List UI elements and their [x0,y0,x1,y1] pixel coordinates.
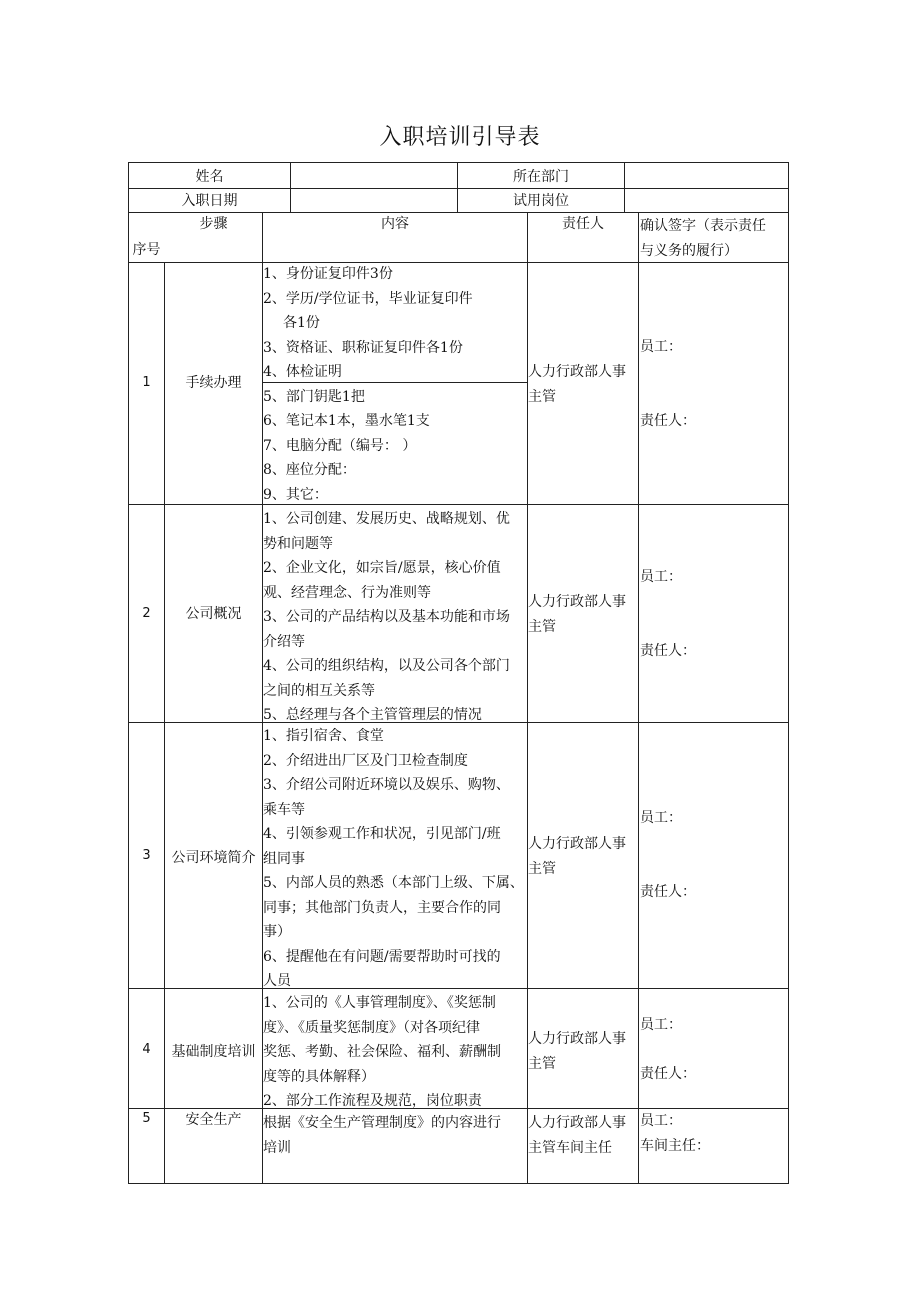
content-line: 介绍等 [263,633,305,650]
content-line: 事） [263,924,291,940]
row-owner [528,1027,638,1076]
content-line: 8、座位分配： [263,462,356,478]
content-line: 培训 [263,1139,291,1156]
content-line: 7、电脑分配（编号： ） [263,437,417,454]
row-content [263,1111,527,1160]
content-line: 3、公司的产品结构以及基本功能和市场 [263,609,510,625]
content-line: 6、提醒他在有问题/需要帮助时可找的 [263,948,501,965]
row-confirm-responsible[interactable]: 责任人： [640,413,696,429]
row-content [263,991,527,1114]
department-label: 所在部门 [513,169,569,185]
content-line: 5、总经理与各个主管管理层的情况 [263,707,482,721]
owner-line: 主管 [528,1055,556,1072]
row-confirm-responsible[interactable]: 责任人： [640,643,696,659]
content-line: 3、介绍公司附近环境以及娱乐、购物、 [263,777,510,793]
content-line: 2、部分工作流程及规范，岗位职责 [263,1093,482,1109]
row-seq: 5 [142,1111,151,1126]
row-confirm-employee[interactable]: 员工： [640,569,682,585]
content-line: 5、内部人员的熟悉（本部门上级、下属、 [263,875,524,891]
row-confirm-employee[interactable]: 员工： [640,810,682,826]
row-owner [528,590,638,639]
row-seq: 2 [142,606,151,621]
content-line: 2、企业文化，如宗旨/愿景，核心价值 [263,560,501,576]
content-line: 2、介绍进出厂区及门卫检查制度 [263,752,468,769]
content-line: 势和问题等 [263,535,333,552]
content-line: 6、笔记本1本，墨水笔1支 [263,413,430,429]
row-confirm-employee[interactable]: 员工： [640,1017,682,1033]
content-line: 乘车等 [263,801,305,818]
page-title: 入职培训引导表 [379,125,541,150]
content-line: 组同事 [263,850,305,867]
header-seq: 序号 [132,242,161,258]
owner-line: 主管 [528,388,556,405]
content-line: 3、资格证、职称证复印件各1份 [263,339,463,356]
row-step: 公司概况 [185,606,242,622]
content-line: 9、其它： [263,486,328,503]
owner-line: 人力行政部人事 [528,836,626,852]
header-content: 内容 [381,216,409,232]
content-line: 1、公司创建、发展历史、战略规划、优 [263,511,510,527]
header-owner: 责任人 [562,216,604,232]
content-line: 观、经营理念、行为准则等 [263,584,431,601]
row-content [263,724,527,994]
content-line: 奖惩、考勤、社会保险、福利、薪酬制 [263,1044,501,1060]
content-line: 1、身份证复印件3份 [263,266,393,282]
row-step: 公司环境简介 [171,850,256,866]
header-confirm-line1: 确认签字（表示责任 [640,218,766,234]
content-line: 4、引领参观工作和状况，引见部门/班 [263,826,501,842]
owner-line: 主管车间主任 [528,1139,612,1156]
row-owner [528,360,638,409]
row-step: 手续办理 [185,375,242,391]
row-content [263,507,527,721]
owner-line: 主管 [528,860,556,877]
owner-line: 主管 [528,618,556,635]
row-step: 安全生产 [185,1112,242,1128]
row-confirm-responsible[interactable]: 责任人： [640,1066,696,1082]
content-line: 同事；其他部门负责人，主要合作的同 [263,899,501,916]
row-content [263,262,527,507]
row-confirm-workshop-director[interactable]: 车间主任： [640,1137,710,1154]
content-line: 各1份 [283,315,320,331]
start-date-label: 入职日期 [181,193,238,209]
row-confirm-employee[interactable]: 员工： [640,339,682,355]
content-line: 度等的具体解释） [263,1068,375,1085]
content-line: 5、部门钥匙1把 [263,388,365,405]
header-confirm-line2: 与义务的履行） [640,242,738,259]
owner-line: 人力行政部人事 [528,364,626,380]
name-label: 姓名 [195,169,224,185]
content-line: 人员 [263,973,291,989]
row-owner [528,832,638,881]
header-step: 步骤 [199,216,228,232]
row-owner [528,1111,638,1160]
owner-line: 人力行政部人事 [528,1031,626,1047]
row-step: 基础制度培训 [171,1044,256,1060]
row-confirm-responsible[interactable]: 责任人： [640,884,696,900]
content-line: 2、学历/学位证书，毕业证复印件 [263,290,473,307]
content-line: 之间的相互关系等 [263,682,375,699]
row-seq: 4 [142,1042,151,1057]
row-seq: 1 [142,375,151,390]
content-line: 度》、《质量奖惩制度》（对各项纪律 [263,1019,480,1036]
content-line: 根据《安全生产管理制度》的内容进行 [263,1115,501,1131]
content-line: 4、公司的组织结构，以及公司各个部门 [263,658,510,674]
header-confirm [640,214,788,263]
row-seq: 3 [142,848,151,863]
content-line: 1、公司的《人事管理制度》、《奖惩制 [263,995,496,1011]
owner-line: 人力行政部人事 [528,1115,626,1131]
content-line: 4、体检证明 [263,364,342,380]
row-confirm [640,1109,788,1158]
probation-position-label: 试用岗位 [513,193,569,209]
content-line: 1、指引宿舍、食堂 [263,728,384,744]
row-confirm-employee[interactable]: 员工： [640,1113,682,1129]
owner-line: 人力行政部人事 [528,594,626,610]
